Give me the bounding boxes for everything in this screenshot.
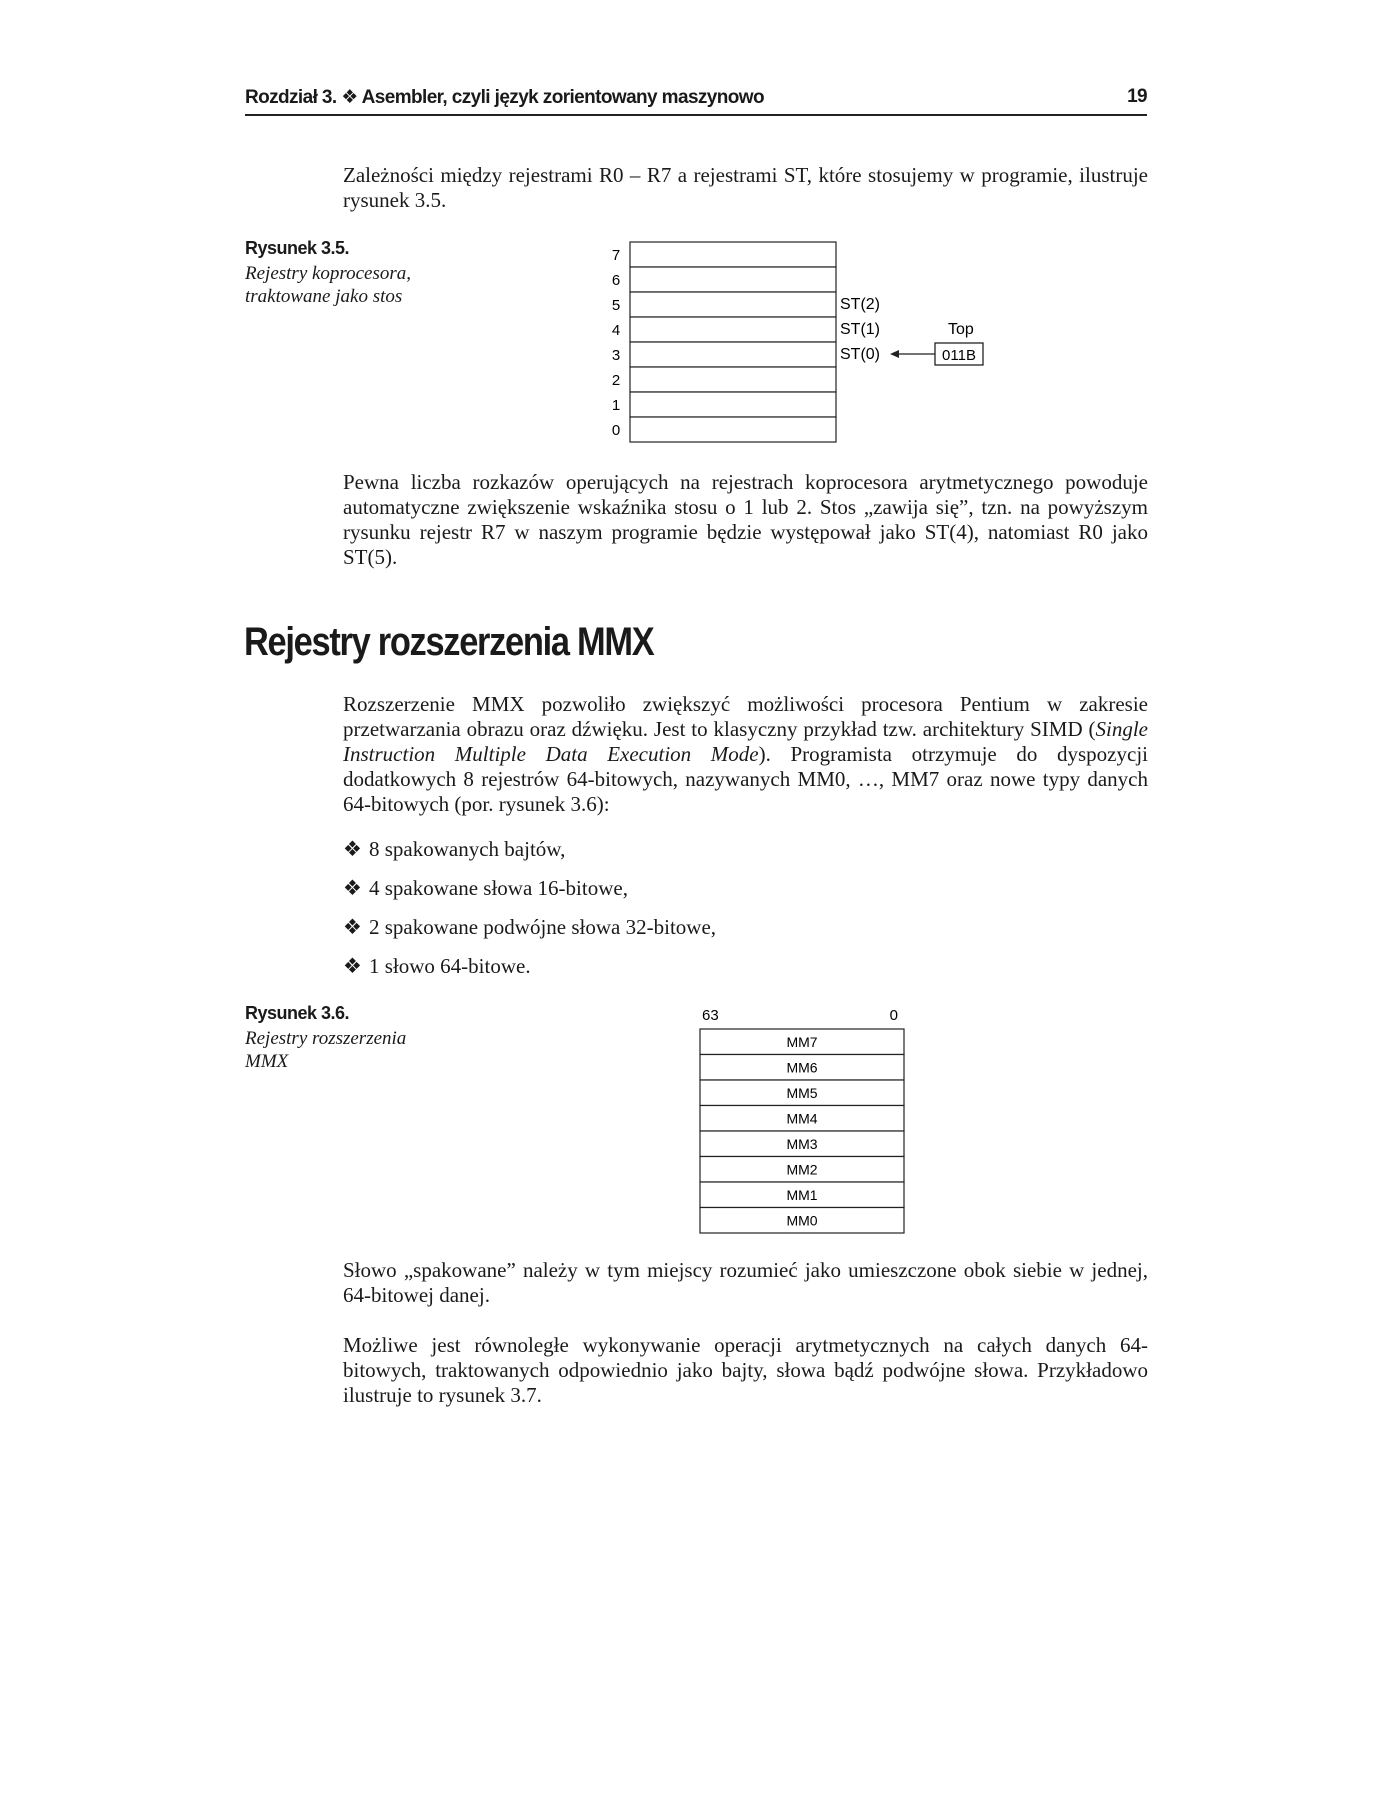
stack-register-row	[630, 242, 836, 267]
paragraph-text: Słowo „spakowane” należy w tym miejscy rozumieć jako umieszczone obok siebie w jednej, 64-bitowej danej.	[343, 1258, 1148, 1307]
page-number: 19	[1127, 86, 1147, 107]
list-item	[343, 837, 1148, 876]
mmx-register-label: MM5	[786, 1085, 818, 1101]
bullet-icon: ❖	[343, 915, 362, 939]
chapter-title: Rozdział 3. ❖ Asembler, czyli język zorientowany maszynowo	[245, 87, 764, 108]
st1-label: ST(1)	[840, 321, 880, 338]
bullet-icon: ❖	[343, 837, 362, 861]
figure-3-5-diagram	[600, 238, 1010, 448]
stack-register-row	[630, 417, 836, 442]
mmx-register-label: MM0	[786, 1212, 818, 1229]
register-index-label: 5	[611, 297, 621, 314]
st0-label: ST(0)	[840, 346, 880, 363]
register-index-label: 3	[611, 347, 621, 364]
mmx-register-label: MM6	[786, 1059, 818, 1076]
st2-label: ST(2)	[840, 296, 880, 313]
paragraph-packed	[343, 1258, 1148, 1308]
register-index-label: 2	[611, 372, 621, 389]
mmx-register-label: MM2	[786, 1161, 818, 1178]
figure-3-6-caption-title: Rysunek 3.6.	[245, 1003, 350, 1023]
bullet-icon: ❖	[343, 954, 362, 978]
stack-register-row	[630, 392, 836, 417]
list-item	[343, 915, 1148, 954]
mmx-register-label: MM1	[786, 1187, 818, 1203]
bullet-list	[343, 837, 1148, 993]
figure-3-6-caption-text: Rejestry rozszerzenia MMX	[245, 1028, 407, 1072]
stack-register-row	[630, 317, 836, 342]
bit-0-label: 0	[889, 1007, 898, 1024]
list-item-text: 8 spakowanych bajtów,	[369, 837, 566, 861]
bit-63-label: 63	[702, 1007, 719, 1024]
register-index-label: 6	[611, 272, 621, 289]
figure-3-5-caption-title: Rysunek 3.5.	[245, 238, 350, 258]
register-index-label: 1	[611, 397, 621, 414]
register-index-label: 7	[611, 247, 621, 264]
list-item-text: 2 spakowane podwójne słowa 32-bitowe,	[369, 915, 717, 939]
paragraph-mmx-intro	[343, 692, 1148, 817]
figure-3-5-caption-text: Rejestry koprocesora, traktowane jako stos	[245, 263, 412, 307]
register-index-label: 4	[611, 322, 621, 339]
stack-register-row	[630, 292, 836, 317]
italic-term: Single Instruction Multiple Data Execution Mode	[343, 717, 1148, 766]
paragraph-text: Możliwe jest równoległe wykonywanie operacji arytmetycznych na całych danych 64-bitowych, traktowanych odpowiednio jako bajty, słowa bądź podwójne słowa. Przykładowo ilustruje to rysunek 3.7.	[343, 1333, 1148, 1407]
stack-register-row	[630, 267, 836, 292]
top-arrow-head	[890, 350, 899, 358]
paragraph-text: Pewna liczba rozkazów operujących na rejestrach koprocesora arytmetycznego powoduje automatyczne zwiększenie wskaźnika stosu o 1 lub 2. Stos „zawija się”, tzn. na powyższym rysunku rejestr R7 w naszym programie będzie występował jako ST(4), natomiast R0 jako ST(5).	[343, 470, 1148, 569]
top-register-value: 011B	[942, 347, 976, 364]
list-item-text: 1 słowo 64-bitowe.	[369, 954, 531, 978]
section-heading: Rejestry rozszerzenia MMX	[244, 620, 654, 664]
text-run: ). Programista otrzymuje do dyspozycji dodatkowych 8 rejestrów 64-bitowych, nazywanych MM0, …, MM7 oraz nowe typy danych 64-bitowych (por. rysunek 3.6):	[343, 742, 1148, 816]
running-header	[245, 86, 1147, 116]
paragraph-intro	[343, 163, 1148, 213]
bullet-icon: ❖	[343, 876, 362, 900]
register-index-label: 0	[611, 422, 621, 439]
mmx-register-label: MM7	[786, 1034, 818, 1050]
stack-register-row	[630, 342, 836, 367]
text-run: Rozszerzenie MMX pozwoliło zwiększyć możliwości procesora Pentium w zakresie przetwarzania obrazu oraz dźwięku. Jest to klasyczny przykład tzw. architektury SIMD (	[343, 692, 1148, 741]
paragraph-parallel-ops	[343, 1333, 1148, 1408]
list-item	[343, 876, 1148, 915]
mmx-register-label: MM3	[786, 1136, 818, 1152]
stack-register-row	[630, 367, 836, 392]
figure-3-6-diagram	[690, 1000, 920, 1240]
paragraph-text: Zależności między rejestrami R0 – R7 a rejestrami ST, które stosujemy w programie, ilustruje rysunek 3.5.	[343, 163, 1148, 212]
mmx-register-label: MM4	[786, 1110, 818, 1127]
paragraph-text	[343, 692, 1148, 817]
top-label: Top	[948, 321, 974, 338]
list-item-text: 4 spakowane słowa 16-bitowe,	[369, 876, 628, 900]
list-item	[343, 954, 1148, 993]
paragraph-stack-wrap	[343, 470, 1148, 570]
